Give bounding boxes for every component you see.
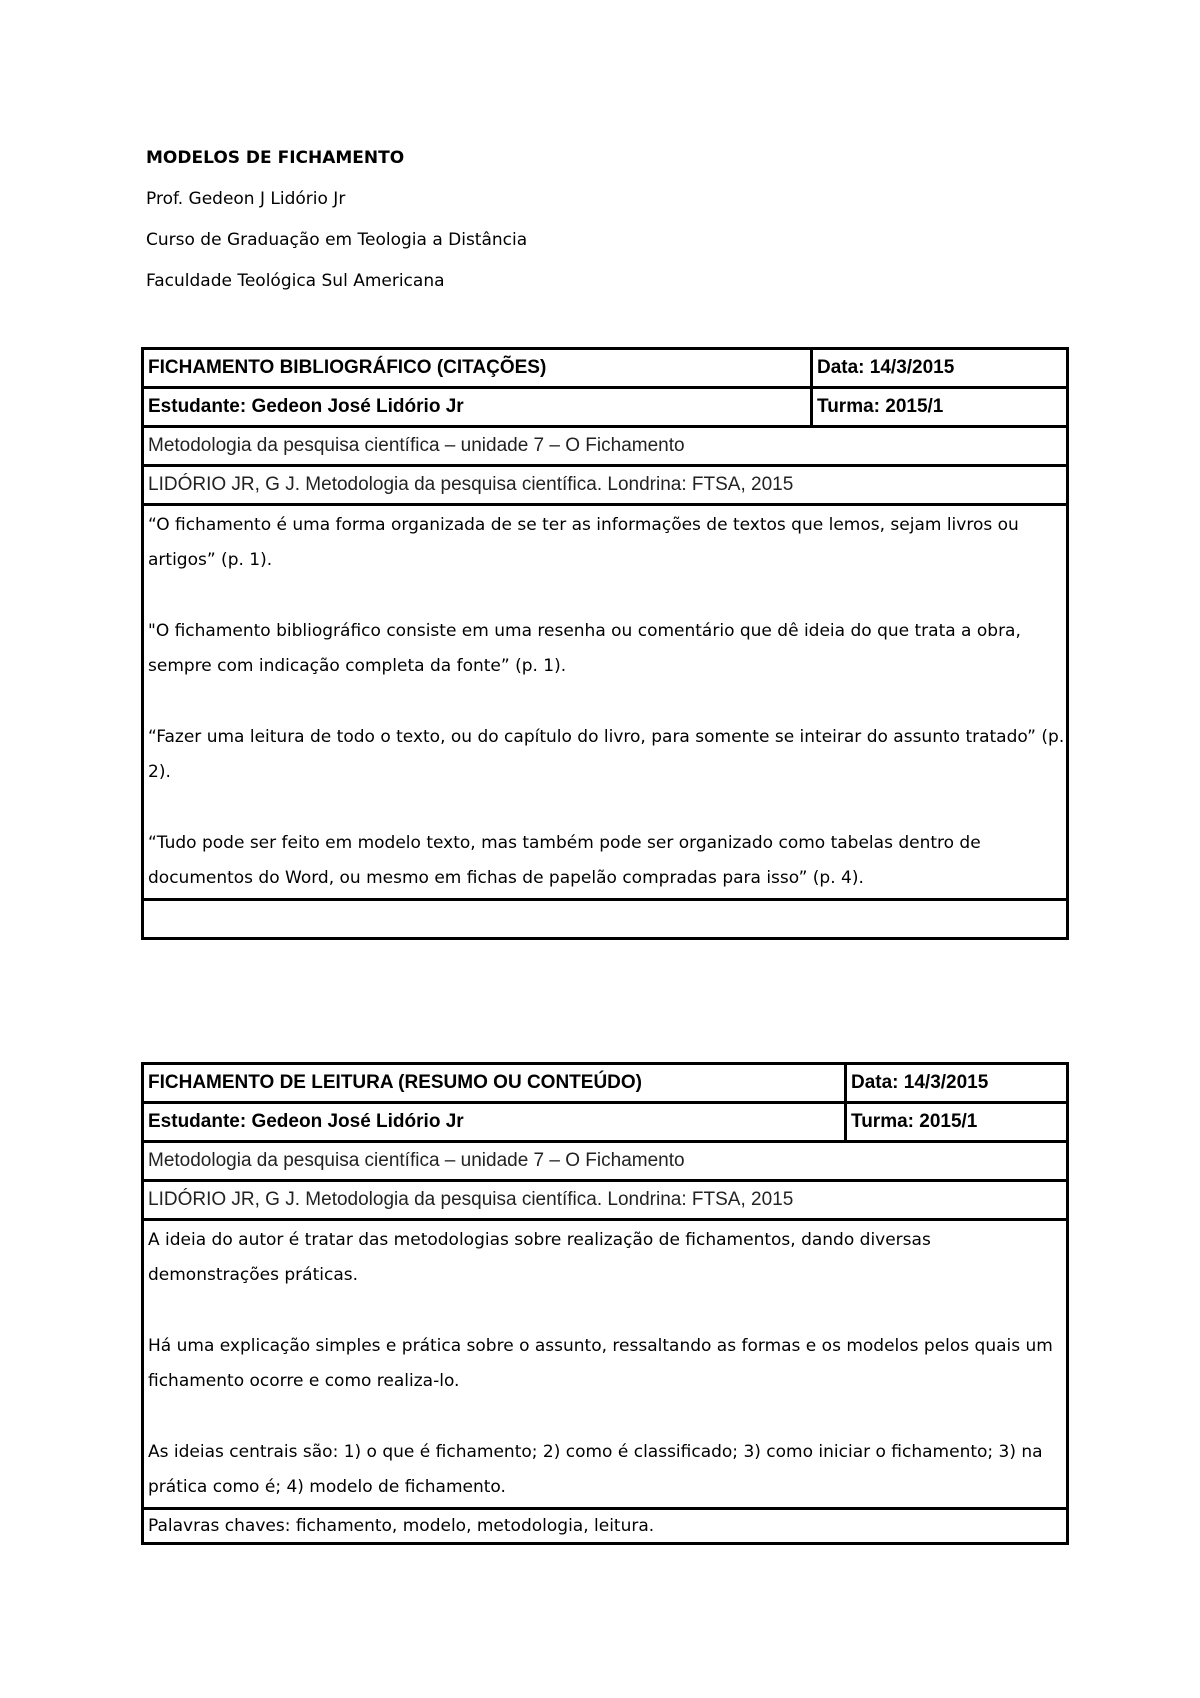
keywords-cell: Palavras chaves: fichamento, modelo, metodologia, leitura.	[143, 1509, 1068, 1544]
student-cell: Estudante: Gedeon José Lidório Jr	[143, 388, 812, 427]
document-title: MODELOS DE FICHAMENTO	[146, 148, 405, 168]
table-title: FICHAMENTO DE LEITURA (RESUMO OU CONTEÚDO)	[143, 1064, 846, 1103]
quotation-paragraph: “Tudo pode ser feito em modelo texto, mas também pode ser organizado como tabelas dentro de documentos do Word, ou mesmo em fichas de papelão compradas para isso” (p. 4).	[148, 833, 981, 888]
quotation-paragraph: “Fazer uma leitura de todo o texto, ou do capítulo do livro, para somente se inteirar do assunto tratado” (p. 2).	[148, 727, 1065, 782]
professor-name: Prof. Gedeon J Lidório Jr	[146, 189, 346, 209]
table-row	[143, 1509, 1068, 1544]
fichamento-bibliografico-table	[141, 347, 1069, 940]
table-row	[143, 1064, 1068, 1103]
reference-cell: LIDÓRIO JR, G J. Metodologia da pesquisa científica. Londrina: FTSA, 2015	[143, 1181, 1068, 1220]
summary-paragraph: As ideias centrais são: 1) o que é fichamento; 2) como é classificado; 3) como iniciar o fichamento; 3) na prática como é; 4) modelo de fichamento.	[148, 1442, 1043, 1497]
class-cell: Turma: 2015/1	[846, 1103, 1068, 1142]
subject-cell: Metodologia da pesquisa científica – unidade 7 – O Fichamento	[143, 1142, 1068, 1181]
table-row	[143, 427, 1068, 466]
subject-cell: Metodologia da pesquisa científica – unidade 7 – O Fichamento	[143, 427, 1068, 466]
summary-cell	[143, 1220, 1068, 1509]
table-row	[143, 1181, 1068, 1220]
institution-name: Faculdade Teológica Sul Americana	[146, 271, 445, 291]
date-cell: Data: 14/3/2015	[846, 1064, 1068, 1103]
document-header	[146, 144, 527, 308]
reference-cell: LIDÓRIO JR, G J. Metodologia da pesquisa científica. Londrina: FTSA, 2015	[143, 466, 1068, 505]
fichamento-leitura-table	[141, 1062, 1069, 1545]
date-cell: Data: 14/3/2015	[812, 349, 1068, 388]
student-cell: Estudante: Gedeon José Lidório Jr	[143, 1103, 846, 1142]
summary-paragraph: Há uma explicação simples e prática sobre o assunto, ressaltando as formas e os modelos pelos quais um fichamento ocorre e como realiza-lo.	[148, 1336, 1053, 1391]
table-row	[143, 505, 1068, 900]
table-row	[143, 388, 1068, 427]
table-row	[143, 900, 1068, 939]
quotation-paragraph: “O fichamento é uma forma organizada de se ter as informações de textos que lemos, sejam livros ou artigos” (p. 1).	[148, 515, 1019, 570]
quotation-paragraph: "O fichamento bibliográfico consiste em uma resenha ou comentário que dê ideia do que trata a obra, sempre com indicação completa da fonte” (p. 1).	[148, 621, 1021, 676]
quotations-cell	[143, 505, 1068, 900]
table-title: FICHAMENTO BIBLIOGRÁFICO (CITAÇÕES)	[143, 349, 812, 388]
table-row	[143, 466, 1068, 505]
table-row	[143, 1220, 1068, 1509]
table-row	[143, 1142, 1068, 1181]
course-name: Curso de Graduação em Teologia a Distância	[146, 230, 528, 250]
class-cell: Turma: 2015/1	[812, 388, 1068, 427]
summary-paragraph: A ideia do autor é tratar das metodologias sobre realização de fichamentos, dando diversas demonstrações práticas.	[148, 1230, 931, 1285]
table-row	[143, 349, 1068, 388]
empty-cell	[143, 900, 1068, 939]
table-row	[143, 1103, 1068, 1142]
